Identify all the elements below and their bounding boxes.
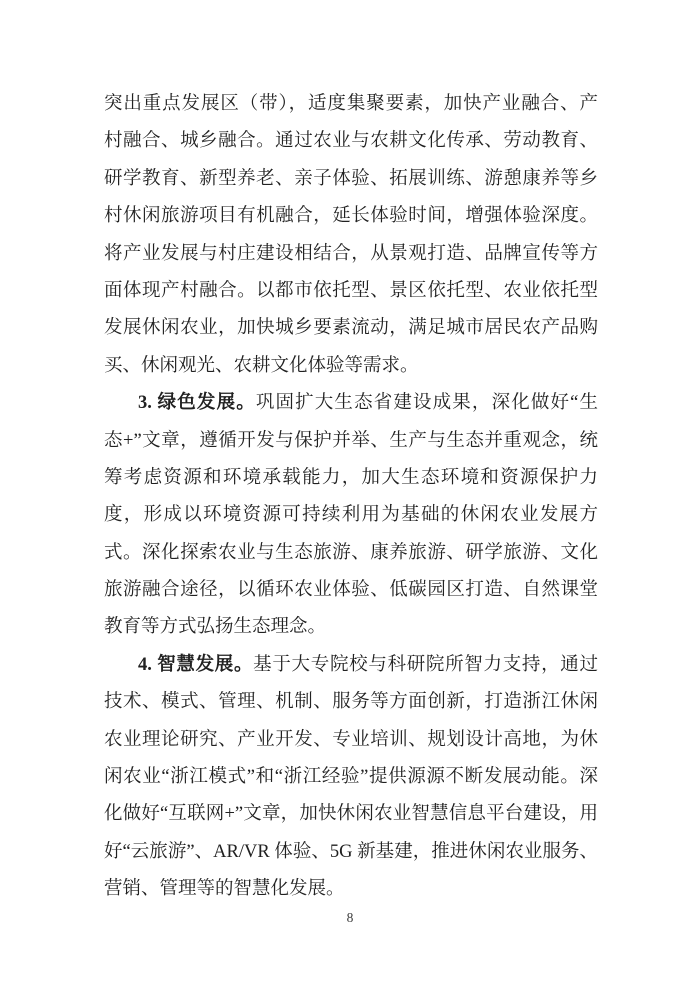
- text-line: [104, 348, 598, 385]
- text-line: [104, 385, 598, 422]
- text-line: [104, 722, 598, 759]
- text-run: 好“云旅游”、AR/VR 体验、5G 新基建，推进休闲农业服务、: [104, 841, 598, 862]
- page-number: 8: [346, 910, 354, 925]
- text-run: 教育等方式弘扬生态理念。: [104, 617, 327, 638]
- text-run: 旅游融合途径，以循环农业体验、低碳园区打造、自然课堂: [104, 580, 598, 601]
- text-run: 技术、模式、管理、机制、服务等方面创新，打造浙江休闲: [104, 692, 598, 713]
- text-line: [104, 161, 598, 198]
- text-line: [104, 572, 598, 609]
- text-line: [104, 273, 598, 310]
- text-run: 突出重点发展区（带），适度集聚要素，加快产业融合、产: [104, 94, 598, 114]
- text-line: [104, 759, 598, 796]
- text-run: 研学教育、新型养老、亲子体验、拓展训练、游憩康养等乡: [104, 168, 598, 189]
- text-line: [104, 834, 598, 871]
- text-line: [104, 796, 598, 833]
- text-run: 筹考虑资源和环境承载能力，加大生态环境和资源保护力: [104, 467, 598, 488]
- text-line: [104, 684, 598, 721]
- text-line: [104, 609, 598, 646]
- paragraph: [104, 86, 598, 385]
- text-run: 营销、管理等的智慧化发展。: [104, 879, 345, 900]
- heading-run: 4. 智慧发展。: [138, 654, 254, 675]
- text-line: [104, 123, 598, 160]
- text-run: 基于大专院校与科研院所智力支持，通过: [253, 654, 598, 675]
- document-body: [104, 86, 598, 909]
- text-line: [104, 647, 598, 684]
- text-run: 农业理论研究、产业开发、专业培训、规划设计高地，为休: [104, 729, 598, 750]
- text-run: 面体现产村融合。以都市依托型、景区依托型、农业依托型: [104, 280, 598, 301]
- text-line: [104, 497, 598, 534]
- text-run: 度，形成以环境资源可持续利用为基础的休闲农业发展方: [104, 505, 598, 526]
- text-run: 村休闲旅游项目有机融合，延长体验时间，增强体验深度。: [104, 206, 598, 227]
- text-line: [104, 198, 598, 235]
- text-run: 式。深化探索农业与生态旅游、康养旅游、研学旅游、文化: [104, 542, 598, 563]
- text-run: 将产业发展与村庄建设相结合，从景观打造、品牌宣传等方: [104, 243, 598, 264]
- paragraph: [104, 647, 598, 909]
- text-line: [104, 871, 598, 908]
- text-line: [104, 236, 598, 273]
- text-line: [104, 535, 598, 572]
- text-run: 化做好“互联网+”文章，加快休闲农业智慧信息平台建设，用: [104, 804, 598, 825]
- text-line: [104, 86, 598, 123]
- text-run: 巩固扩大生态省建设成果，深化做好“生: [255, 393, 598, 414]
- text-line: [104, 423, 598, 460]
- text-run: 闲农业“浙江模式”和“浙江经验”提供源源不断发展动能。深: [104, 767, 598, 788]
- heading-run: 3. 绿色发展。: [138, 393, 256, 414]
- text-line: [104, 460, 598, 497]
- text-run: 态+”文章，遵循开发与保护并举、生产与生态并重观念，统: [104, 430, 598, 451]
- text-run: 买、休闲观光、农耕文化体验等需求。: [104, 355, 419, 376]
- text-line: [104, 310, 598, 347]
- paragraph: [104, 385, 598, 647]
- text-run: 村融合、城乡融合。通过农业与农耕文化传承、劳动教育、: [104, 131, 598, 152]
- text-run: 发展休闲农业，加快城乡要素流动，满足城市居民农产品购: [104, 318, 598, 339]
